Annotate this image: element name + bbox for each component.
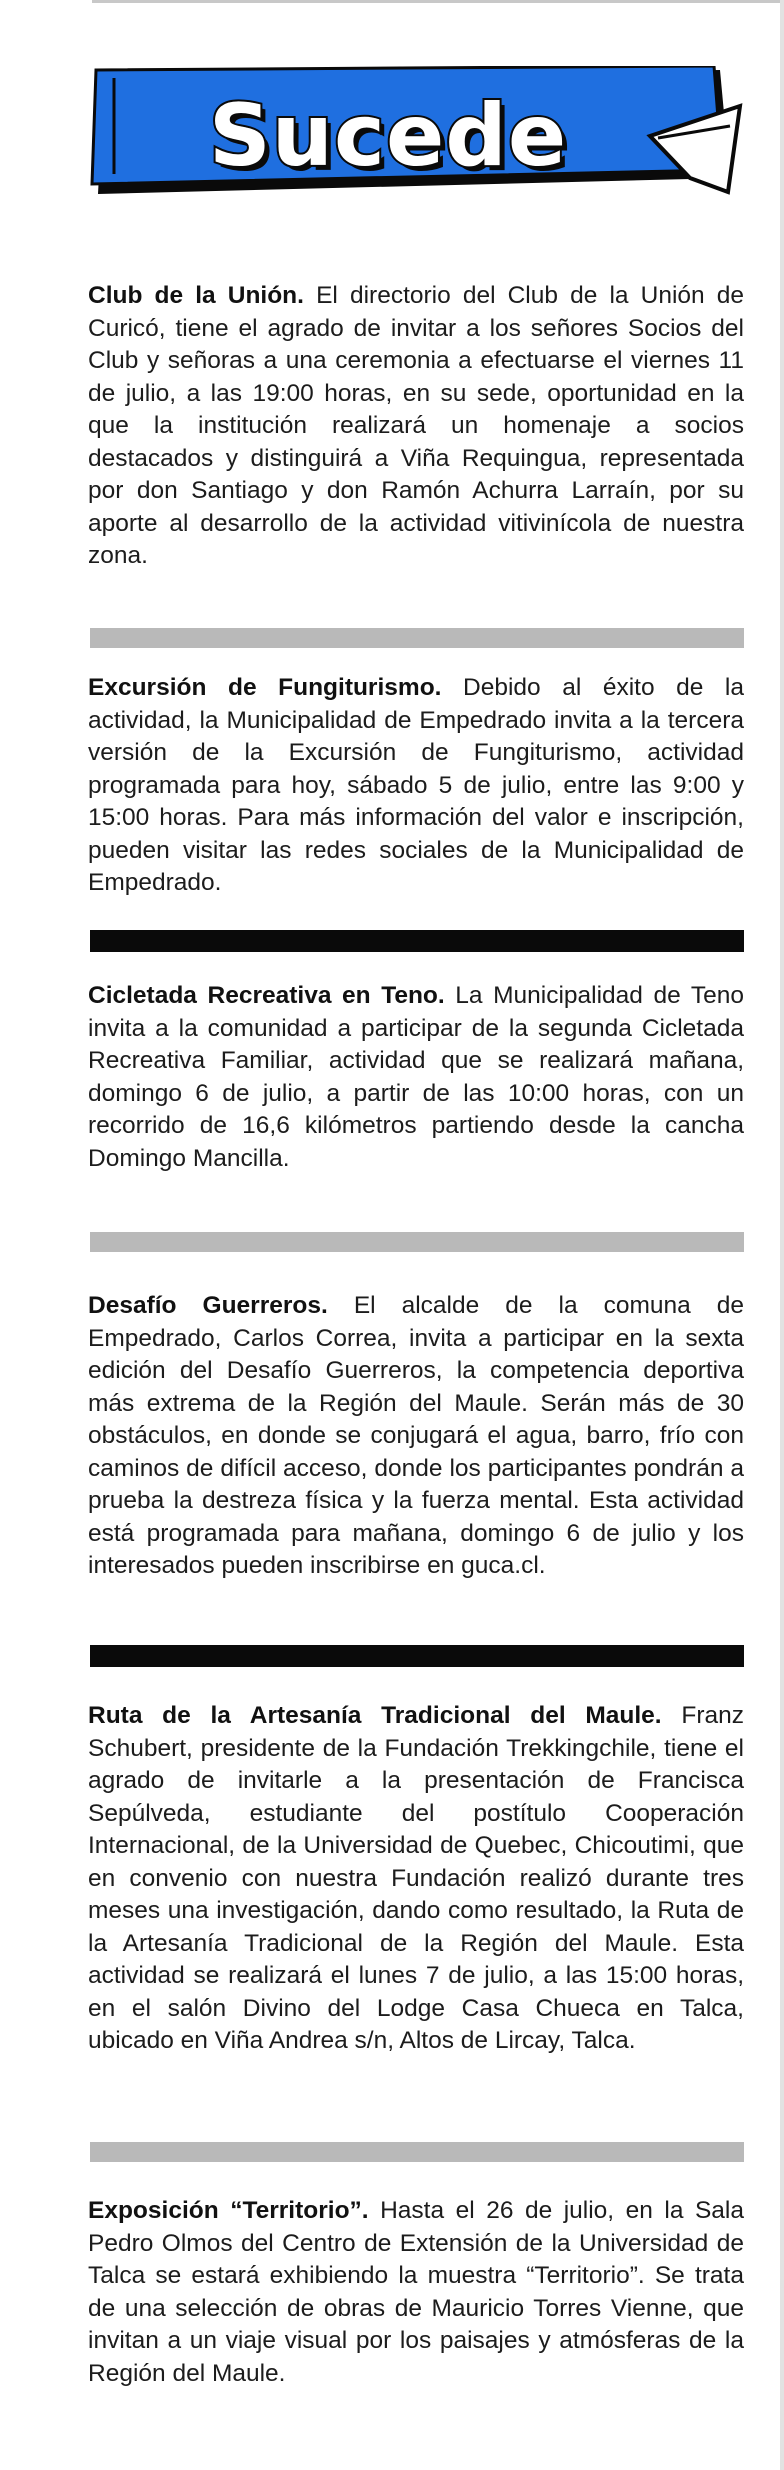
article-body: El alcalde de la comuna de Empedrado, Carlos Correa, invita a participar en la sexta edición del Desafío Guerreros, la competencia deportiva más extrema de la Región del Maule. Serán más de 30 obstáculos, en donde se conjugará el agua, barro, frío con caminos de difícil acceso, donde los participantes pondrán a prueba la destreza física y la fuerza mental. Esta actividad está programada para mañana, domingo 6 de julio y los interesados pueden inscribirse en guca.cl. xyxy=(88,1292,744,1579)
article-desafio-guerreros xyxy=(88,1290,744,1583)
article-headline: Excursión de Fungiturismo. xyxy=(88,674,442,701)
article-body: La Municipalidad de Teno invita a la comunidad a participar de la segunda Cicletada Recreativa Familiar, actividad que se realizará mañana, domingo 6 de julio, a partir de las 10:00 horas, con un recorrido de 16,6 kilómetros partiendo desde la cancha Domingo Mancilla. xyxy=(88,982,744,1172)
separator-gray xyxy=(90,1232,744,1252)
article-body: El directorio del Club de la Unión de Curicó, tiene el agrado de invitar a los señores Socios del Club y señoras a una ceremonia a efectuarse el viernes 11 de julio, a las 19:00 horas, en su sede, oportunidad en la que la institución realizará un homenaje a socios destacados y distinguirá a Viña Requingua, representada por don Santiago y don Ramón Achurra Larraín, por su aporte al desarrollo de la actividad vitivinícola de nuestra zona. xyxy=(88,282,744,569)
article-excursion-fungiturismo xyxy=(88,672,744,900)
section-title: Sucede xyxy=(208,86,568,186)
separator-black xyxy=(90,1645,744,1667)
article-ruta-artesania xyxy=(88,1700,744,2058)
separator-gray xyxy=(90,2142,744,2162)
article-headline: Ruta de la Artesanía Tradicional del Maule. xyxy=(88,1702,662,1729)
article-cicletada-teno xyxy=(88,980,744,1175)
article-headline: Club de la Unión. xyxy=(88,282,304,309)
article-headline: Desafío Guerreros. xyxy=(88,1292,328,1319)
page-edge xyxy=(780,0,784,2470)
article-body: Debido al éxito de la actividad, la Municipalidad de Empedrado invita a la tercera versión de la Excursión de Fungiturismo, actividad programada para hoy, sábado 5 de julio, entre las 9:00 y 15:00 horas. Para más información del valor e inscripción, pueden visitar las redes sociales de la Municipalidad de Empedrado. xyxy=(88,674,745,896)
article-body: Hasta el 26 de julio, en la Sala Pedro Olmos del Centro de Extensión de la Universidad de Talca se estará exhibiendo la muestra “Territorio”. Se trata de una selección de obras de Mauricio Torres Vienne, que invitan a un viaje visual por los paisajes y atmósferas de la Región del Maule. xyxy=(88,2197,744,2387)
separator-gray xyxy=(90,628,744,648)
article-exposicion-territorio xyxy=(88,2195,744,2390)
article-headline: Cicletada Recreativa en Teno. xyxy=(88,982,445,1009)
article-headline: Exposición “Territorio”. xyxy=(88,2197,369,2224)
top-rule xyxy=(92,0,784,3)
article-body: Franz Schubert, presidente de la Fundación Trekkingchile, tiene el agrado de invitarle a la presentación de Francisca Sepúlveda, estudiante del postítulo Cooperación Internacional, de la Universidad de Quebec, Chicoutimi, que en convenio con nuestra Fundación realizó durante tres meses una investigación, dando como resultado, la Ruta de la Artesanía Tradicional de la Región del Maule. Esta actividad se realizará el lunes 7 de julio, a las 15:00 horas, en el salón Divino del Lodge Casa Chueca en Talca, ubicado en Viña Andrea s/n, Altos de Lircay, Talca. xyxy=(88,1702,745,2054)
separator-black xyxy=(90,930,744,952)
section-banner xyxy=(90,66,746,206)
article-club-de-la-union xyxy=(88,280,744,573)
